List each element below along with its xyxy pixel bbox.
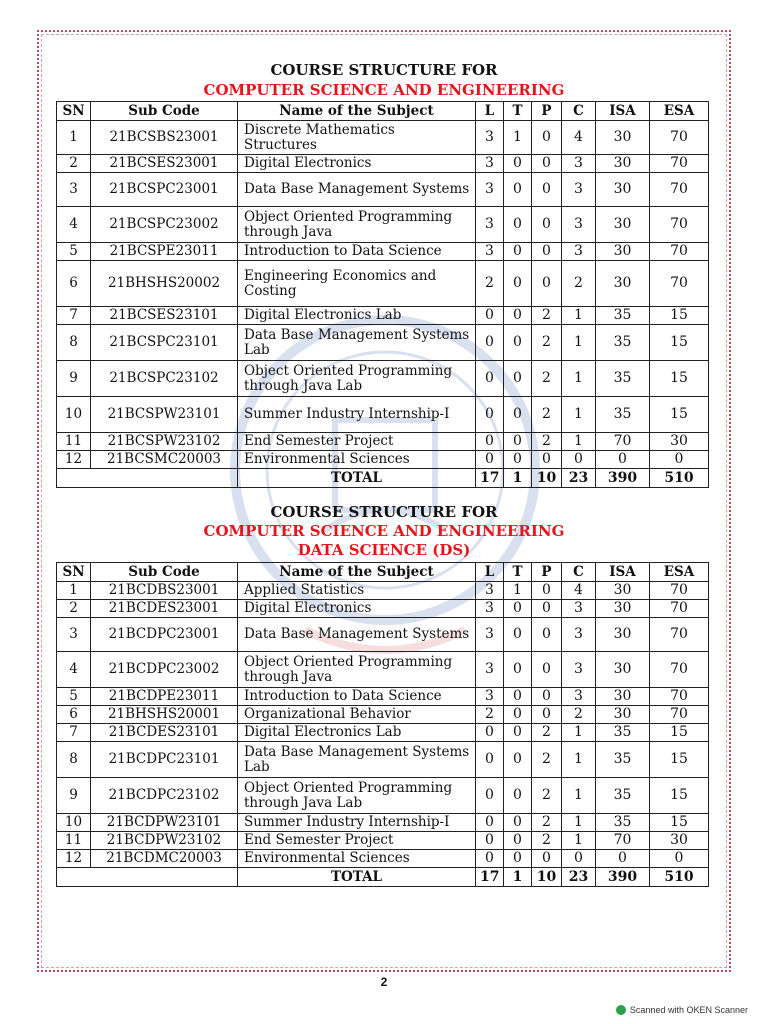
esa-cell: 30 [650, 433, 709, 451]
course-table-cse-ds [56, 562, 709, 887]
c-cell: 1 [562, 778, 596, 814]
total-t-cell: 1 [504, 868, 532, 887]
c-cell: 4 [562, 582, 596, 600]
isa-cell: 35 [596, 814, 650, 832]
subject-name-cell: Data Base Management Systems [238, 618, 476, 652]
isa-cell: 30 [596, 618, 650, 652]
sub-code-cell: 21BHSHS20002 [91, 261, 238, 307]
total-l-cell: 17 [476, 469, 504, 488]
sub-code-cell: 21BCSES23001 [91, 155, 238, 173]
col-header-subject-name: Name of the Subject [238, 102, 476, 121]
table-row [57, 706, 709, 724]
t-cell: 0 [504, 724, 532, 742]
section2-heading-line1: COURSE STRUCTURE FOR [270, 503, 498, 521]
total-row [57, 469, 709, 488]
l-cell: 3 [476, 618, 504, 652]
p-cell: 2 [532, 433, 562, 451]
subject-name-cell: Digital Electronics [238, 155, 476, 173]
sub-code-cell: 21BCSPC23102 [91, 361, 238, 397]
subject-name-cell: Applied Statistics [238, 582, 476, 600]
sub-code-cell: 21BCSMC20003 [91, 451, 238, 469]
sn-cell: 5 [57, 243, 91, 261]
l-cell: 2 [476, 261, 504, 307]
t-cell: 0 [504, 832, 532, 850]
t-cell: 0 [504, 652, 532, 688]
table-row [57, 261, 709, 307]
esa-cell: 15 [650, 724, 709, 742]
c-cell: 2 [562, 261, 596, 307]
c-cell: 0 [562, 451, 596, 469]
isa-cell: 30 [596, 706, 650, 724]
isa-cell: 30 [596, 600, 650, 618]
total-esa-cell: 510 [650, 469, 709, 488]
p-cell: 0 [532, 451, 562, 469]
esa-cell: 15 [650, 814, 709, 832]
t-cell: 0 [504, 706, 532, 724]
t-cell: 0 [504, 451, 532, 469]
c-cell: 1 [562, 397, 596, 433]
c-cell: 1 [562, 742, 596, 778]
p-cell: 0 [532, 600, 562, 618]
table-row [57, 814, 709, 832]
section1-heading-line1: COURSE STRUCTURE FOR [270, 61, 498, 79]
t-cell: 0 [504, 397, 532, 433]
isa-cell: 30 [596, 121, 650, 155]
total-isa-cell: 390 [596, 469, 650, 488]
sub-code-cell: 21BCDBS23001 [91, 582, 238, 600]
subject-name-cell: Data Base Management Systems Lab [238, 742, 476, 778]
t-cell: 0 [504, 155, 532, 173]
isa-cell: 30 [596, 155, 650, 173]
sn-cell: 6 [57, 261, 91, 307]
t-cell: 1 [504, 582, 532, 600]
p-cell: 0 [532, 261, 562, 307]
t-cell: 0 [504, 618, 532, 652]
isa-cell: 30 [596, 261, 650, 307]
table-row [57, 600, 709, 618]
sn-cell: 9 [57, 778, 91, 814]
table-row [57, 155, 709, 173]
c-cell: 1 [562, 814, 596, 832]
subject-name-cell: Digital Electronics Lab [238, 307, 476, 325]
p-cell: 0 [532, 582, 562, 600]
total-empty-cell [57, 868, 238, 887]
c-cell: 1 [562, 433, 596, 451]
t-cell: 0 [504, 307, 532, 325]
total-p-cell: 10 [532, 469, 562, 488]
esa-cell: 15 [650, 742, 709, 778]
col-header-l: L [476, 563, 504, 582]
l-cell: 3 [476, 155, 504, 173]
section1-heading-line2: COMPUTER SCIENCE AND ENGINEERING [203, 81, 565, 99]
col-header-esa: ESA [650, 563, 709, 582]
table-row [57, 778, 709, 814]
table-row [57, 451, 709, 469]
sn-cell: 10 [57, 814, 91, 832]
col-header-sub-code: Sub Code [91, 102, 238, 121]
col-header-isa: ISA [596, 102, 650, 121]
p-cell: 2 [532, 307, 562, 325]
p-cell: 2 [532, 742, 562, 778]
t-cell: 0 [504, 742, 532, 778]
sn-cell: 4 [57, 652, 91, 688]
p-cell: 0 [532, 173, 562, 207]
isa-cell: 35 [596, 724, 650, 742]
subject-name-cell: Environmental Sciences [238, 850, 476, 868]
sub-code-cell: 21BCDES23001 [91, 600, 238, 618]
t-cell: 0 [504, 325, 532, 361]
sub-code-cell: 21BCSPW23101 [91, 397, 238, 433]
p-cell: 2 [532, 361, 562, 397]
col-header-c: C [562, 563, 596, 582]
total-row [57, 868, 709, 887]
table-row [57, 433, 709, 451]
scanner-text: Scanned with OKEN Scanner [629, 1005, 748, 1015]
esa-cell: 0 [650, 451, 709, 469]
sub-code-cell: 21BCDMC20003 [91, 850, 238, 868]
l-cell: 3 [476, 243, 504, 261]
l-cell: 2 [476, 706, 504, 724]
l-cell: 0 [476, 397, 504, 433]
c-cell: 2 [562, 706, 596, 724]
subject-name-cell: Digital Electronics Lab [238, 724, 476, 742]
esa-cell: 70 [650, 652, 709, 688]
subject-name-cell: Introduction to Data Science [238, 243, 476, 261]
p-cell: 0 [532, 706, 562, 724]
subject-name-cell: End Semester Project [238, 832, 476, 850]
sub-code-cell: 21BCDPC23002 [91, 652, 238, 688]
isa-cell: 0 [596, 451, 650, 469]
col-header-subject-name: Name of the Subject [238, 563, 476, 582]
col-header-t: T [504, 102, 532, 121]
table-row [57, 618, 709, 652]
sub-code-cell: 21BCDPC23102 [91, 778, 238, 814]
sn-cell: 3 [57, 173, 91, 207]
isa-cell: 30 [596, 582, 650, 600]
table-row [57, 724, 709, 742]
esa-cell: 70 [650, 155, 709, 173]
t-cell: 0 [504, 688, 532, 706]
t-cell: 0 [504, 361, 532, 397]
table-row [57, 325, 709, 361]
sn-cell: 6 [57, 706, 91, 724]
sub-code-cell: 21BCDES23101 [91, 724, 238, 742]
c-cell: 4 [562, 121, 596, 155]
c-cell: 1 [562, 724, 596, 742]
sub-code-cell: 21BCDPW23102 [91, 832, 238, 850]
l-cell: 0 [476, 832, 504, 850]
isa-cell: 70 [596, 433, 650, 451]
col-header-sub-code: Sub Code [91, 563, 238, 582]
table-row [57, 173, 709, 207]
table-row [57, 850, 709, 868]
table-row [57, 688, 709, 706]
esa-cell: 70 [650, 261, 709, 307]
sub-code-cell: 21BCDPC23001 [91, 618, 238, 652]
esa-cell: 70 [650, 173, 709, 207]
p-cell: 2 [532, 814, 562, 832]
l-cell: 0 [476, 325, 504, 361]
c-cell: 1 [562, 832, 596, 850]
esa-cell: 70 [650, 207, 709, 243]
l-cell: 0 [476, 778, 504, 814]
l-cell: 0 [476, 814, 504, 832]
c-cell: 3 [562, 243, 596, 261]
scanner-watermark [616, 1005, 748, 1015]
page-number: 2 [380, 975, 388, 989]
p-cell: 0 [532, 688, 562, 706]
table-row [57, 832, 709, 850]
total-empty-cell [57, 469, 238, 488]
isa-cell: 30 [596, 173, 650, 207]
total-c-cell: 23 [562, 868, 596, 887]
total-t-cell: 1 [504, 469, 532, 488]
t-cell: 0 [504, 600, 532, 618]
sn-cell: 10 [57, 397, 91, 433]
sub-code-cell: 21BCSBS23001 [91, 121, 238, 155]
esa-cell: 15 [650, 361, 709, 397]
section2-heading-line2: COMPUTER SCIENCE AND ENGINEERING [203, 522, 565, 540]
c-cell: 3 [562, 618, 596, 652]
col-header-t: T [504, 563, 532, 582]
isa-cell: 30 [596, 243, 650, 261]
total-c-cell: 23 [562, 469, 596, 488]
subject-name-cell: Object Oriented Programming through Java [238, 207, 476, 243]
subject-name-cell: Introduction to Data Science [238, 688, 476, 706]
l-cell: 0 [476, 742, 504, 778]
l-cell: 3 [476, 582, 504, 600]
p-cell: 2 [532, 325, 562, 361]
isa-cell: 70 [596, 832, 650, 850]
p-cell: 0 [532, 121, 562, 155]
sn-cell: 2 [57, 600, 91, 618]
c-cell: 3 [562, 600, 596, 618]
sn-cell: 2 [57, 155, 91, 173]
esa-cell: 70 [650, 600, 709, 618]
esa-cell: 70 [650, 688, 709, 706]
esa-cell: 15 [650, 325, 709, 361]
subject-name-cell: Object Oriented Programming through Java Lab [238, 361, 476, 397]
sn-cell: 8 [57, 742, 91, 778]
subject-name-cell: Environmental Sciences [238, 451, 476, 469]
t-cell: 1 [504, 121, 532, 155]
table-row [57, 307, 709, 325]
isa-cell: 30 [596, 652, 650, 688]
isa-cell: 30 [596, 688, 650, 706]
l-cell: 3 [476, 652, 504, 688]
esa-cell: 30 [650, 832, 709, 850]
table-row [57, 742, 709, 778]
p-cell: 0 [532, 618, 562, 652]
l-cell: 0 [476, 724, 504, 742]
sn-cell: 12 [57, 451, 91, 469]
sub-code-cell: 21BCSPE23011 [91, 243, 238, 261]
sn-cell: 12 [57, 850, 91, 868]
l-cell: 0 [476, 850, 504, 868]
l-cell: 3 [476, 207, 504, 243]
esa-cell: 70 [650, 706, 709, 724]
subject-name-cell: Engineering Economics and Costing [238, 261, 476, 307]
course-table-cse [56, 101, 709, 488]
total-p-cell: 10 [532, 868, 562, 887]
c-cell: 3 [562, 173, 596, 207]
c-cell: 3 [562, 155, 596, 173]
subject-name-cell: Summer Industry Internship-I [238, 814, 476, 832]
col-header-c: C [562, 102, 596, 121]
c-cell: 3 [562, 652, 596, 688]
t-cell: 0 [504, 850, 532, 868]
col-header-esa: ESA [650, 102, 709, 121]
l-cell: 0 [476, 307, 504, 325]
table-row [57, 361, 709, 397]
p-cell: 2 [532, 832, 562, 850]
table-header-row [57, 563, 709, 582]
sn-cell: 7 [57, 307, 91, 325]
sub-code-cell: 21BCSPC23101 [91, 325, 238, 361]
l-cell: 0 [476, 451, 504, 469]
subject-name-cell: Data Base Management Systems [238, 173, 476, 207]
col-header-p: P [532, 563, 562, 582]
p-cell: 0 [532, 207, 562, 243]
sn-cell: 4 [57, 207, 91, 243]
subject-name-cell: Digital Electronics [238, 600, 476, 618]
sn-cell: 3 [57, 618, 91, 652]
sn-cell: 5 [57, 688, 91, 706]
subject-name-cell: Discrete Mathematics Structures [238, 121, 476, 155]
t-cell: 0 [504, 778, 532, 814]
subject-name-cell: Organizational Behavior [238, 706, 476, 724]
t-cell: 0 [504, 433, 532, 451]
table-row [57, 207, 709, 243]
c-cell: 1 [562, 307, 596, 325]
sub-code-cell: 21BCSPC23001 [91, 173, 238, 207]
sub-code-cell: 21BCSPW23102 [91, 433, 238, 451]
table-row [57, 652, 709, 688]
table-row [57, 121, 709, 155]
sub-code-cell: 21BCSPC23002 [91, 207, 238, 243]
p-cell: 0 [532, 155, 562, 173]
sub-code-cell: 21BHSHS20001 [91, 706, 238, 724]
c-cell: 3 [562, 688, 596, 706]
isa-cell: 35 [596, 307, 650, 325]
c-cell: 1 [562, 325, 596, 361]
sn-cell: 8 [57, 325, 91, 361]
col-header-sn: SN [57, 102, 91, 121]
sub-code-cell: 21BCDPE23011 [91, 688, 238, 706]
isa-cell: 35 [596, 742, 650, 778]
esa-cell: 15 [650, 397, 709, 433]
l-cell: 0 [476, 361, 504, 397]
l-cell: 3 [476, 121, 504, 155]
esa-cell: 15 [650, 778, 709, 814]
section2-heading-line3: DATA SCIENCE (DS) [297, 541, 471, 559]
p-cell: 0 [532, 652, 562, 688]
col-header-p: P [532, 102, 562, 121]
subject-name-cell: Summer Industry Internship-I [238, 397, 476, 433]
col-header-sn: SN [57, 563, 91, 582]
isa-cell: 35 [596, 361, 650, 397]
total-l-cell: 17 [476, 868, 504, 887]
isa-cell: 0 [596, 850, 650, 868]
subject-name-cell: Object Oriented Programming through Java [238, 652, 476, 688]
t-cell: 0 [504, 173, 532, 207]
table-header-row [57, 102, 709, 121]
sn-cell: 11 [57, 832, 91, 850]
sub-code-cell: 21BCDPW23101 [91, 814, 238, 832]
total-label: TOTAL [238, 868, 476, 887]
sn-cell: 11 [57, 433, 91, 451]
esa-cell: 70 [650, 243, 709, 261]
p-cell: 2 [532, 397, 562, 433]
l-cell: 3 [476, 173, 504, 207]
col-header-isa: ISA [596, 563, 650, 582]
l-cell: 0 [476, 433, 504, 451]
sn-cell: 9 [57, 361, 91, 397]
total-esa-cell: 510 [650, 868, 709, 887]
t-cell: 0 [504, 261, 532, 307]
esa-cell: 0 [650, 850, 709, 868]
isa-cell: 35 [596, 397, 650, 433]
col-header-l: L [476, 102, 504, 121]
p-cell: 0 [532, 243, 562, 261]
sn-cell: 7 [57, 724, 91, 742]
subject-name-cell: Object Oriented Programming through Java Lab [238, 778, 476, 814]
isa-cell: 35 [596, 325, 650, 361]
c-cell: 3 [562, 207, 596, 243]
sn-cell: 1 [57, 121, 91, 155]
isa-cell: 30 [596, 207, 650, 243]
c-cell: 1 [562, 361, 596, 397]
t-cell: 0 [504, 814, 532, 832]
sub-code-cell: 21BCDPC23101 [91, 742, 238, 778]
p-cell: 2 [532, 778, 562, 814]
p-cell: 2 [532, 724, 562, 742]
table-row [57, 243, 709, 261]
esa-cell: 70 [650, 618, 709, 652]
subject-name-cell: Data Base Management Systems Lab [238, 325, 476, 361]
oken-logo-icon [616, 1005, 626, 1015]
total-isa-cell: 390 [596, 868, 650, 887]
table-row [57, 397, 709, 433]
c-cell: 0 [562, 850, 596, 868]
t-cell: 0 [504, 243, 532, 261]
table-row [57, 582, 709, 600]
isa-cell: 35 [596, 778, 650, 814]
l-cell: 3 [476, 600, 504, 618]
sub-code-cell: 21BCSES23101 [91, 307, 238, 325]
l-cell: 3 [476, 688, 504, 706]
esa-cell: 15 [650, 307, 709, 325]
subject-name-cell: End Semester Project [238, 433, 476, 451]
esa-cell: 70 [650, 582, 709, 600]
total-label: TOTAL [238, 469, 476, 488]
t-cell: 0 [504, 207, 532, 243]
p-cell: 0 [532, 850, 562, 868]
esa-cell: 70 [650, 121, 709, 155]
sn-cell: 1 [57, 582, 91, 600]
